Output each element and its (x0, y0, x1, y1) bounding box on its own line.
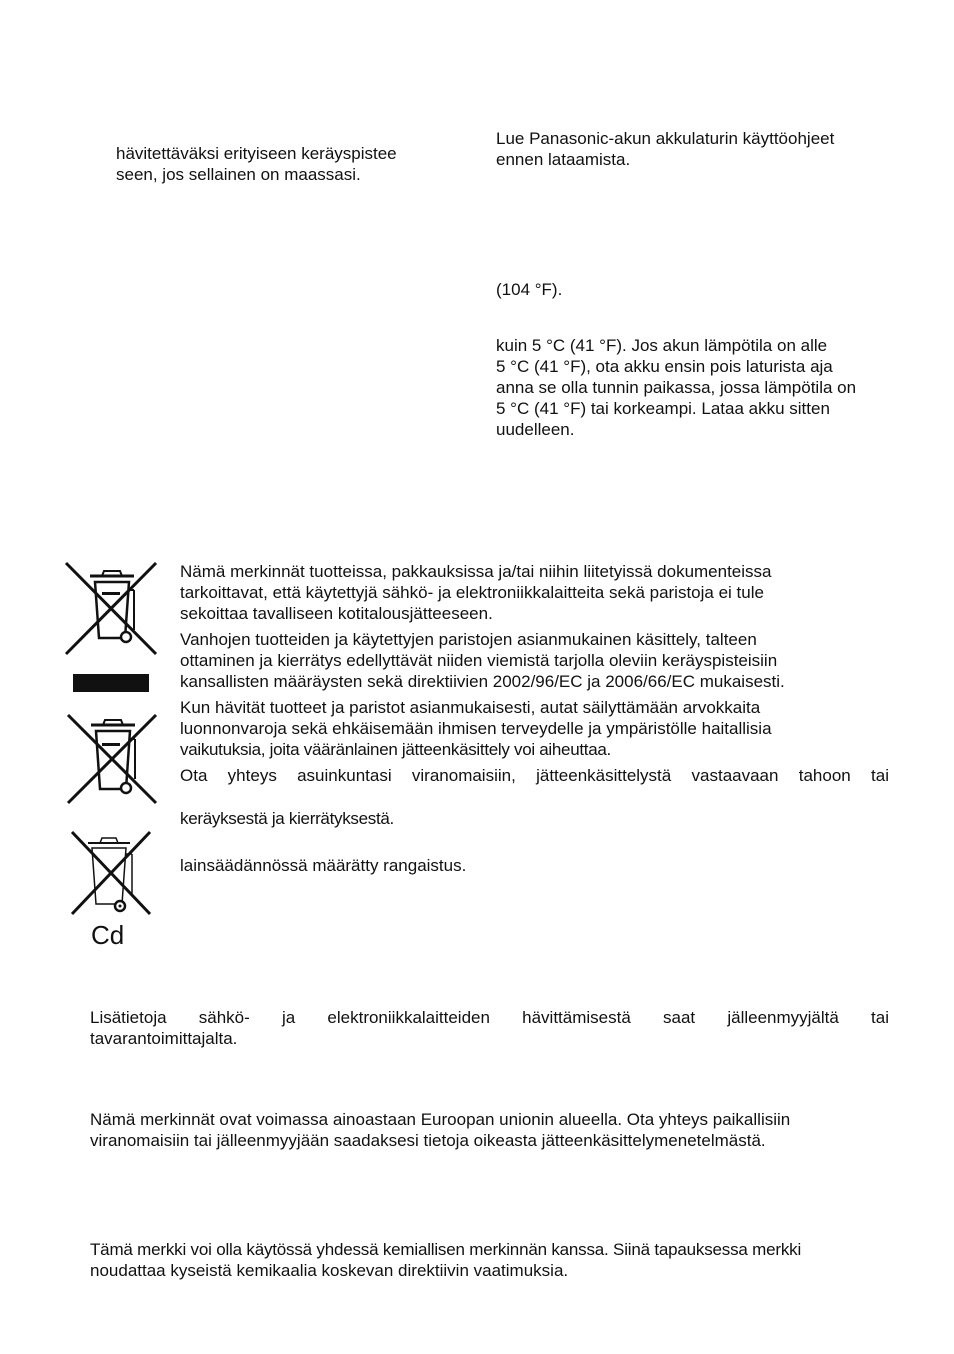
text-line: tavarantoimittajalta. (90, 1029, 238, 1048)
temperature-limit (496, 279, 889, 300)
text-line: tarkoittavat, että käytettyjä sähkö- ja elektroniikkalaitteita sekä paristoja ei tule (180, 583, 764, 602)
cadmium-symbol: Cd (91, 920, 125, 950)
text-line: hävitettäväksi erityiseen keräyspistee (116, 144, 397, 163)
weee-paragraph-2 (180, 629, 889, 692)
text-line: ennen lataamista. (496, 150, 631, 169)
text-line: 5 °C (41 °F) tai korkeampi. Lataa akku sitten (496, 399, 830, 418)
text-line: seen, jos sellainen on maassasi. (116, 165, 361, 184)
weee-paragraph-5 (180, 808, 889, 829)
info-eu-scope (90, 1109, 889, 1151)
text-line: Vanhojen tuotteiden ja käytettyjen paristojen asianmukainen käsittely, talteen (180, 630, 757, 649)
text-line: kansallisten määräysten sekä direktiivien 2002/96/EC ja 2006/66/EC mukaisesti. (180, 672, 785, 691)
info-retailer (90, 1007, 889, 1049)
disposal-note-left (116, 143, 450, 185)
crossed-bin-icon (66, 713, 160, 807)
weee-paragraph-4 (180, 765, 889, 786)
text-line: 5 °C (41 °F), ota akku ensin pois laturista aja (496, 357, 833, 376)
weee-paragraph-3 (180, 697, 889, 760)
text-line: anna se olla tunnin paikassa, jossa lämpötila on (496, 378, 857, 397)
text-line: keräyksestä ja kierrätyksestä. (180, 809, 394, 828)
text-line: vaikutuksia, joita vääränlainen jätteenkäsittely voi aiheuttaa. (180, 740, 611, 759)
text-line: sekoittaa tavalliseen kotitalousjätteeseen. (180, 604, 493, 623)
text-line: luonnonvaroja sekä ehkäisemään ihmisen terveydelle ja ympäristölle haitallisia (180, 719, 772, 738)
text-line: lainsäädännössä määrätty rangaistus. (180, 856, 467, 875)
text-line: Nämä merkinnät ovat voimassa ainoastaan Euroopan unionin alueella. Ota yhteys paikallisiin (90, 1110, 791, 1129)
weee-paragraph-1 (180, 561, 889, 624)
text-line: Ota yhteys asuinkuntasi viranomaisiin, jätteenkäsittelystä vastaavaan tahoon tai (180, 766, 889, 785)
text-line: uudelleen. (496, 420, 575, 439)
text-line: viranomaisiin tai jälleenmyyjään saadaksesi tietoja oikeasta jätteenkäsittelymenetelmästä. (90, 1131, 766, 1150)
low-temperature-instruction (496, 335, 889, 440)
text-line: Nämä merkinnät tuotteissa, pakkauksissa ja/tai niihin liitetyissä dokumenteissa (180, 562, 772, 581)
text-line: Tämä merkki voi olla käytössä yhdessä kemiallisen merkinnän kanssa. Siinä tapauksessa merkki (90, 1240, 802, 1259)
text-line: Lisätietoja sähkö- ja elektroniikkalaitteiden hävittämisestä saat jälleenmyyjältä tai (90, 1008, 889, 1027)
crossed-bin-icon (62, 560, 160, 694)
text-line: noudattaa kyseistä kemikaalia koskevan direktiivin vaatimuksia. (90, 1261, 569, 1280)
text-line: ottaminen ja kierrätys edellyttävät niiden viemistä tarjolla oleviin keräyspisteisiin (180, 651, 778, 670)
crossed-bin-battery-icon (70, 830, 152, 918)
text-line: kuin 5 °C (41 °F). Jos akun lämpötila on alle (496, 336, 828, 355)
text-line: (104 °F). (496, 280, 563, 299)
weee-paragraph-6 (180, 855, 889, 876)
info-chemical-symbol (90, 1239, 889, 1281)
text-line: Lue Panasonic-akun akkulaturin käyttöohjeet (496, 129, 835, 148)
text-line: Kun hävität tuotteet ja paristot asianmukaisesti, autat säilyttämään arvokkaita (180, 698, 761, 717)
charger-instruction (496, 128, 889, 170)
